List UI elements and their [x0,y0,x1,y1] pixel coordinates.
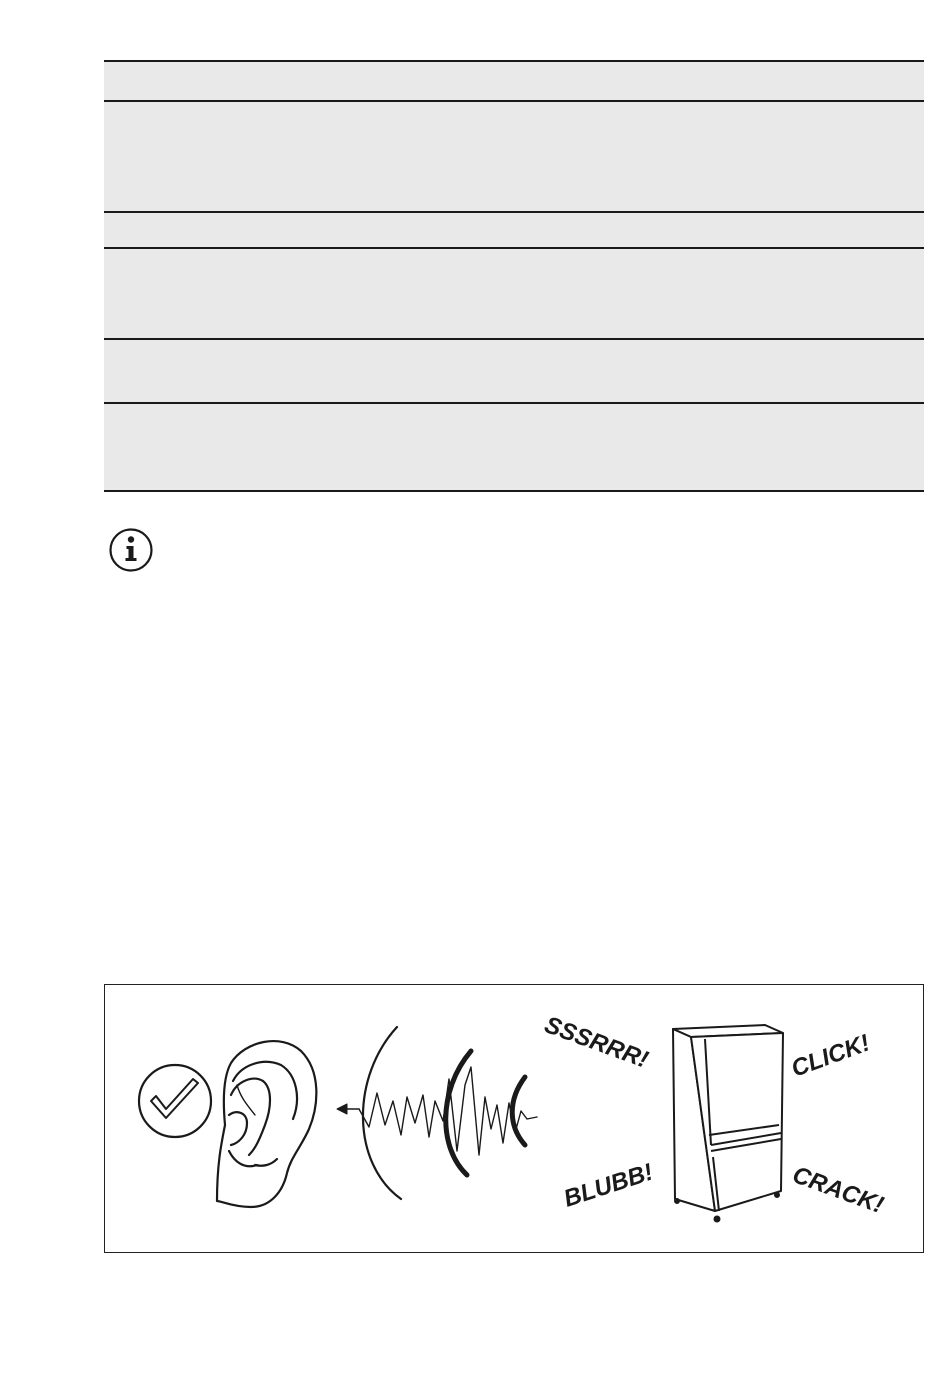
fridge-icon [673,1025,783,1222]
sound-word-crack: CRACK! [788,1161,888,1220]
info-table [104,60,924,492]
sound-word-click: CLICK! [787,1029,874,1083]
sound-wave-icon [337,1027,537,1199]
table-row [104,340,924,404]
ear-icon [217,1041,316,1207]
info-icon [108,527,154,573]
table-row [104,249,924,340]
sound-word-blubb: BLUBB! [560,1158,657,1213]
normal-sounds-illustration [104,984,924,1253]
table-header-row [104,62,924,102]
table-row [104,213,924,249]
table-row [104,404,924,492]
table-row [104,102,924,213]
check-icon [139,1065,211,1137]
sound-word-sssrrr: SSSRRR! [540,1011,652,1074]
